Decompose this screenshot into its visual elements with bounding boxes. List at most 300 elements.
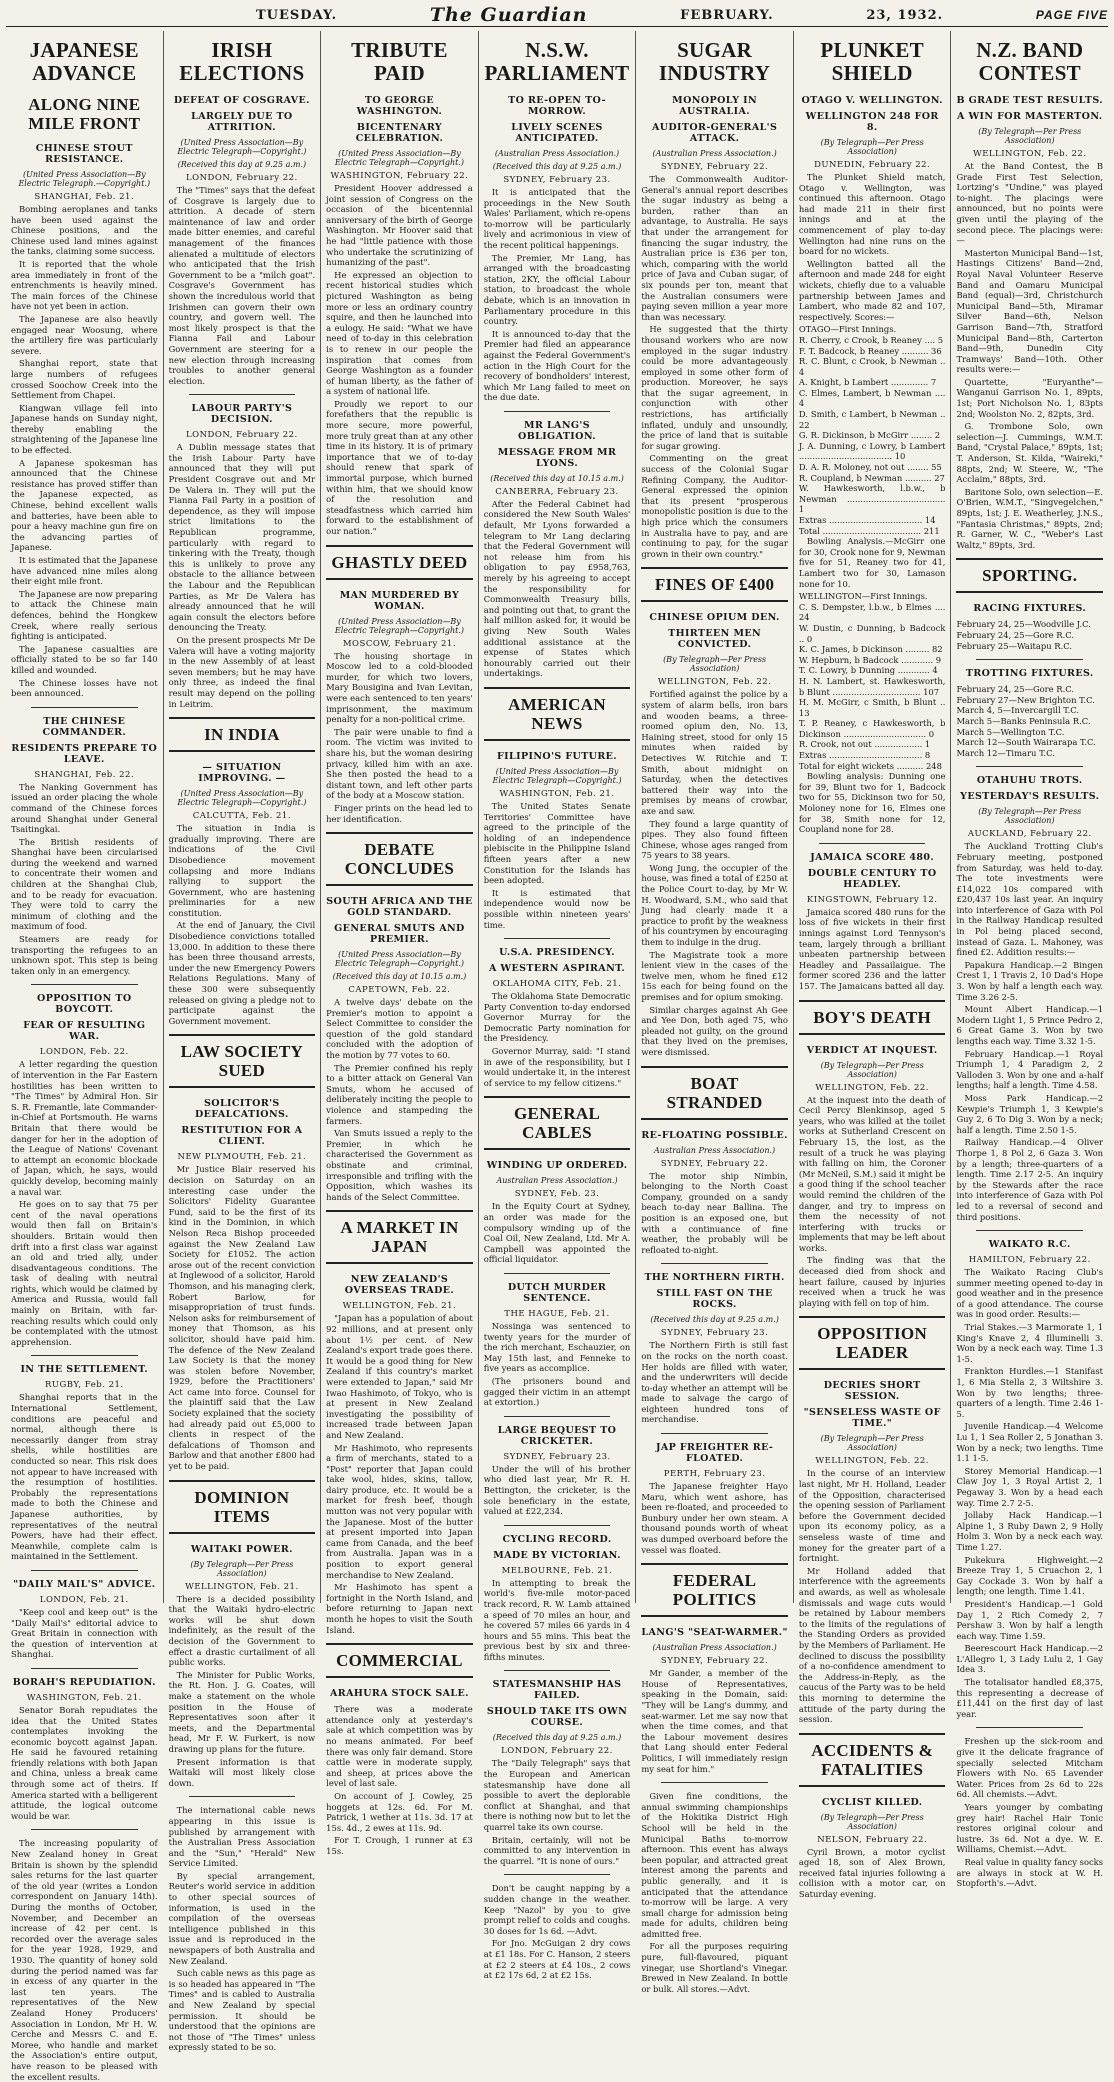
subheading: SOUTH AFRICA AND THE GOLD STANDARD. — [326, 896, 473, 919]
article-paragraph: A Japanese spokesman has announced that the Chinese resistance has proved stiffer than the Japanese expected, as Chinese, behind excellent walls and batteries, have been able to pour a heavy machine gun fire on the advancing parties of Japanese. — [11, 457, 158, 553]
article-paragraph: Cyril Brown, a motor cyclist aged 18, son of Alex Brown, received fatal injuries following a collision with a motor car, on Saturday evening. — [798, 1846, 946, 1900]
article-paragraph: He goes on to say that 75 per cent of the naval operations would then fall on Britain's shoulders. Britain would then drift into a first class war against an old and tried ally, under disadvantageous conditions. The task of dealing with neutral rights, which would be claimed by America and Russia, would fall mainly on Britain, with far-reaching results which could only be contemplated with the utmost apprehension. — [11, 1199, 158, 1347]
article-paragraph: The Commonwealth Auditor-General's annual report describes the sugar industry as being a burden, rather than an advantage, to Australia. He says that under the arrangement for financing the sugar industry, the Australian price is £36 per ton, which, comparing with the world price of Java and Cuban sugar, of six pounds per ton, meant that the Australian consumers were paying seven million a year more than was necessary. — [641, 174, 788, 322]
article-paragraph: Mount Albert Handicap.—1 Modern Light 1, 5 Prince Pedro 2, 6 Great Game 3. Won by two lengths each way. Time 3.32 1-5. — [956, 1004, 1104, 1046]
article-paragraph: Don't be caught napping by a sudden change in the weather. Keep "Nazol" by you to give prompt relief to colds and coughs. 30 doses for 1s 6d. —Advt. — [483, 1883, 631, 1936]
subheading: RACING FIXTURES. — [973, 603, 1087, 615]
press-credit: (By Telegraph—Per Press Association) — [663, 655, 767, 674]
dateline: WELLINGTON, Feb. 21. — [185, 1581, 299, 1592]
article-paragraph: The Northern Firth is still fast on the rocks on the north coast. Her holds are filled with water, and the underwriters will decide to-day whether an attempt will be made to salvage the cargo of eighteen hundred tons of merchandise. — [641, 1340, 788, 1425]
article-paragraph: By special arrangement, Reuter's world service in addition to other special sources of information, is used in the compilation of the overseas intelligence published in this issue and is reproduced in the newspapers of both Australia and New Zealand. — [168, 1870, 316, 1966]
dateline: SHANGHAI, Feb. 21. — [34, 192, 135, 202]
article-paragraph: The Premier confined his reply to a bitter attack on General Van Smuts, whom he accused of deliberately inciting the people to violence and stampeding the farmers. — [326, 1062, 473, 1126]
subheading: A WIN FOR MASTERTON. — [956, 111, 1103, 122]
dateline: HAMILTON, February 22. — [968, 1255, 1091, 1266]
dateline: WASHINGTON, Feb. 21. — [26, 1692, 142, 1703]
article-paragraph: Shanghai report, state that large numbers of refugees crossed Soochow Creek into the Settlement from Chapei. — [11, 358, 158, 401]
list-item: Total for eight wickets .......... 248 — [798, 760, 942, 771]
dateline: WASHINGTON, February 22. — [330, 171, 469, 181]
dateline: CAPETOWN, Feb. 22. — [348, 985, 451, 996]
article-paragraph: The increasing popularity of New Zealand honey in Great Britain is shown by the splendid sales returns for the last quarter of the old year (writes a London correspondent on January 14th). During the months of October, November, and December an increase of 42 per cent. is recorded over the average sales for the year 1928, 1929, and 1930. The quantity of honey sold during the period named was far in excess of any quarter in the last ten years. The representatives of the New Zealand Honey Producers' Association in London, Mr H. W. Cerche and Messrs C. and E. Moree, who handle and market the Association's entire output, have reason to be pleased with the excellent results. — [11, 1838, 158, 2082]
press-credit: Australian Press Association.) — [654, 1145, 776, 1155]
list-item: February 24, 25—Woodville J.C. — [956, 619, 1091, 630]
list-item: March 5—Wellington T.C. — [956, 726, 1065, 737]
article-paragraph: Storey Memorial Handicap.—1 Claw Joy 1, 3 Royal Artist 2, 1 Pegaway 3. Won by a head each way. Time 2.7 2-5. — [956, 1465, 1104, 1508]
divider — [189, 394, 296, 395]
headline: DEBATE CONCLUDES — [326, 832, 473, 886]
subheading: B GRADE TEST RESULTS. — [956, 95, 1104, 106]
article-paragraph: Baritone Solo, own selection—E. O'Brien, W.M.T., "Singvegelchen," 89pts, 1st; J. E. Weatherley, J.N.S., "Fantasia Christmas," 89pts, 2nd; R. Garner, W. C., "Weber's Last Waltz," 89pts, 3rd. — [956, 486, 1104, 550]
headline: BOY'S DEATH — [799, 1000, 946, 1035]
list-item: W. Hepburn, b Badcock ............ 9 — [798, 654, 942, 665]
article-paragraph: Moss Park Handicap.—2 Kewpie's Triumph 1, 3 Kewpie's Guy 2, 6 To Dig 3. Won by a neck; half a length. Time 2.50 1-5. — [956, 1092, 1104, 1135]
subheading: OPPOSITION TO BOYCOTT. — [37, 993, 132, 1016]
press-credit: (Received this day at 9.25 a.m.) — [177, 160, 307, 169]
subheading: DECRIES SHORT SESSION. — [823, 1380, 921, 1403]
headline: LAW SOCIETY SUED — [169, 1034, 316, 1088]
list-item: March 12—South Wairarapa T.C. — [956, 737, 1096, 748]
dateline: SYDNEY, February 22. — [660, 1158, 769, 1169]
list-item: February 27—New Brighton T.C. — [956, 694, 1095, 705]
subheading: TO RE-OPEN TO-MORROW. — [508, 95, 606, 117]
article-paragraph: Mr Justice Blair reserved his decision on Saturday on an interesting case under the Solicitors' Fidelity Guarantee Fund, said to be the first of its kind in the Dominion, in which Nelson Reca Bishop proceeded against the New Zealand Law Society for £1052. The action arose out of the recent conviction at Inglewood of a solicitor, Harold Thomson, and his managing clerk, Robert Barlow, for misappropriation of trust funds. Nelson asks for reimbursement of money that Thomson, as his solicitor, should have paid him. The defence of the New Zealand Law Society is that the money was stolen before November, 1929, before the Practitioners' Act came into force. Counsel for the plaintiff said that the Law Society explained that the society had already paid out £5,000 to clients in respect of the defalcations of Thomson and Barlow and that another £800 had yet to be paid. — [168, 1164, 316, 1472]
press-credit: (By Telegraph—Per Press Association) — [190, 1559, 294, 1578]
article-paragraph: After the Federal Cabinet had considered the New South Wales' default, Mr Lyons forwarded a telegram to Mr Lang declaring that the Federal Government will not release him from his obligation to pay £958,763, merely by his agreeing to accept the responsibility for Commonwealth Treasury bills, and pointing out that, to grant the half million asked for, it would be giving New South Wales additional assistance at the expense of States which honourably carried out their undertakings. — [483, 498, 631, 679]
subheading: MONOPOLY IN AUSTRALIA. — [672, 95, 758, 117]
subheading: THE NORTHERN FIRTH. — [644, 1272, 785, 1284]
masthead-paper-name: The Guardian — [429, 4, 588, 26]
article-paragraph: President Hoover addressed a joint session of Congress on the occasion of the bicentennial anniversary of the birth of George Washington. Mr Hoover said that he had "little patience with those who undertake the scrutinizing of humanizing of the past". — [326, 183, 473, 268]
divider — [504, 1525, 611, 1526]
divider — [189, 1796, 296, 1797]
list-item: C. S. Dempster, l.b.w., b Elmes .... 24 — [798, 601, 946, 623]
subheading: VERDICT AT INQUEST. — [806, 1044, 938, 1056]
headline: COMMERCIAL — [326, 1643, 473, 1678]
article-paragraph: It is reported that the whole area immediately in front of the entrenchments is heavily mined. The main forces of the Chinese have not yet been in action. — [11, 258, 158, 312]
dateline: WELLINGTON, Feb. 22. — [815, 1082, 929, 1093]
press-credit: (By Telegraph—Per Press Association) — [820, 138, 924, 156]
dateline: NELSON, February 22. — [817, 1834, 928, 1845]
masthead-page-number: PAGE FIVE — [1035, 8, 1108, 22]
list-item: T. P. Reaney, c Hawkesworth, b Dickinson ............................... 0 — [798, 718, 946, 739]
article-paragraph: The Waikato Racing Club's summer meeting opened to-day in good weather and in the presence of a good attendance. The course was in good order. Results:— — [956, 1267, 1104, 1320]
subheading: RE-FLOATING POSSIBLE. — [641, 1129, 788, 1141]
article-paragraph: In attempting to break the world's five-mile motor-paced track record, R. W. Lamb attained a speed of 70 miles an hour, and he covered 57 miles 66 yards in 4 hours and 55 mins. This beat the previous best by six and three-fifths minutes. — [483, 1577, 631, 1662]
press-credit: (By Telegraph—Per Press Association) — [820, 1434, 924, 1453]
list-item: Total ..................................... 211 — [798, 525, 940, 536]
column-nz-band-contest — [951, 31, 1108, 1889]
article-paragraph: On the present prospects Mr De Valera will have a voting majority in the new Assembly of at least seven members; but he may have only three, as indeed the final result may depend on the polling in Leitrim. — [168, 634, 316, 709]
article-paragraph: Commenting on the great success of the Colonial Sugar Refining Company, the Auditor-General expressed the opinion that its present "prosperous monopolistic position is due to the high price which the consumers in Australia have to pay, and are continuing to pay, for the sugar grown in their own country." — [641, 453, 788, 559]
article-paragraph: Masterton Municipal Band—1st, Hastings Citizens' Band—2nd, Royal Naval Volunteer Reserve Band and Oamaru Municipal Band (equal)—3rd, Christchurch Municipal Band—5th, Miramar Silver Band—6th, Nelson Garrison Band—7th, Stratford Municipal Band—8th, Carterton Band—9th, Dunedin City Tramways' Band—10th. Other results were:— — [956, 247, 1104, 375]
subheading: THE CHINESE COMMANDER. — [42, 715, 127, 738]
list-item: H. M. McGirr, c Smith, b Blunt .. 13 — [798, 697, 946, 718]
article-paragraph: The housing shortage in Moscow led to a cold-blooded murder, for which two lovers, Mary Bousigina and Ivan Levitan, were each sentenced to ten years' imprisonment, the maximum penalty for a non-political crime. — [326, 650, 473, 725]
article-paragraph: For T. Crough, 1 runner at £3 15s. — [326, 1835, 473, 1856]
dateline: SYDNEY, Feb. 23. — [514, 1189, 600, 1200]
article-paragraph: The "Times" says that the defeat of Cosgrave is largely due to attrition. A decade of stern maintenance of law and order made bitter enemies, and careful management of the finances alienated a multitude of electors who anticipated that the Irish Government to be a "milch goat". Cosgrave's Government has shown the incredulous world that Irishmen can govern their own country, and govern well. The most likely prospect is that the Fianna Fail and Labour Government are steering for a new election through increasing troubles to another general election. — [168, 185, 316, 386]
subheading: ARAHURA STOCK SALE. — [330, 1688, 469, 1700]
subheading: SHOULD TAKE ITS OWN COURSE. — [486, 1706, 628, 1729]
subheading: CHINESE OPIUM DEN. — [649, 612, 780, 624]
column-irish-elections — [164, 31, 322, 2053]
subheading: JAMAICA SCORE 480. — [810, 851, 935, 863]
press-credit: (Received this day at 10.15 a.m.) — [490, 473, 624, 483]
column-tribute-paid — [321, 31, 479, 1856]
divider — [504, 1670, 611, 1671]
headline: DOMINION ITEMS — [169, 1480, 316, 1534]
article-paragraph: Given fine conditions, the annual swimming championships of the Hokitika District High School will be held in the Municipal Baths to-morrow afternoon. This event has always been popular, and attracted great interest among the parents and public generally, and it is anticipated that the attendance to-morrow will be large. A very small charge for admission being made for adults, children being admitted free. — [641, 1791, 788, 1939]
divider — [661, 1433, 768, 1434]
headline: FINES OF £400 — [641, 567, 788, 602]
list-item: W. Dustin, c Dunning, b Badcock .. 0 — [798, 622, 946, 644]
dateline: KINGSTOWN, February 12. — [806, 894, 938, 905]
article-paragraph: Bowling Analysis.—McGirr one for 30, Crook none for 9, Newman five for 51, Reaney two for 41, Lambert two for 30, Lamason none for 10. — [798, 536, 946, 589]
article-paragraph: The totalisator handled £8,375, this representing a decrease of £11,441 on the first day of last year. — [956, 1677, 1104, 1719]
subheading: CHINESE STOUT RESISTANCE. — [35, 143, 133, 165]
subheading: "DAILY MAIL'S" ADVICE. — [13, 1578, 156, 1590]
article-paragraph: Trial Stakes.—3 Marmorate 1, 1 King's Knave 2, 4 Illuminelli 3. Won by a neck each way. Time 1.3 1-5. — [956, 1322, 1104, 1364]
list-item: WELLINGTON—First Innings. — [798, 591, 928, 602]
article-paragraph: It is anticipated that the proceedings in the New South Wales' Parliament, which re-opens to-morrow will be particularly lively and acrimonious in view of the recent political happenings. — [483, 187, 631, 250]
press-credit: (Received this day at 9.25 a.m.) — [492, 162, 622, 171]
divider — [504, 1416, 611, 1417]
dateline: SHANGHAI, Feb. 22. — [34, 769, 135, 780]
dateline: WELLINGTON, Feb. 21. — [342, 1301, 457, 1312]
article-paragraph: A letter regarding the question of intervention in the Far Eastern hostilities has been written to "The Times" by Admiral Hon. Sir S. R. Fremantle, late Commander-in-Chief at Portsmouth. He warns Britain that there would be danger for her in the adoption of the League of Nations' Covenant to attempt an economic blockade of Japan, which, he says, would quickly develop, becoming mainly a naval war. — [11, 1059, 158, 1197]
subheading: NEW ZEALAND'S OVERSEAS TRADE. — [344, 1274, 455, 1297]
article-paragraph: Beerescourt Hack Handicap.—2 L'Allegro 1, 3 Lady Lulu 2, 1 Gay Idea 3. — [956, 1643, 1104, 1675]
list-item: C. Elmes, Lambert, b Newman .... 4 — [798, 387, 946, 409]
dateline: MELBOURNE, Feb. 21. — [501, 1565, 613, 1576]
press-credit: (Australian Press Association.) — [494, 149, 620, 158]
headline: JAPANESE ADVANCE — [29, 38, 139, 85]
headline: ALONG NINE MILE FRONT — [28, 95, 141, 133]
article-paragraph: At the inquest into the death of Cecil Percy Blenkinsop, aged 5 years, who was killed at the toilet works at Sutherland Crescent on February 15, the lost, as the result of a truck he was playing with falling on him, the Coroner (Mr McNeil, S.M.) said it might be a good thing if the school teacher would remind the children of the danger, and try to impress on them the necessity of not interfering with trucks or implements that may be left about works. — [798, 1094, 946, 1253]
article-paragraph: A Dublin message states that the Irish Labour Party have announced that they will put President Cosgrave out and Mr De Valera in. They will put the Fianna Fail Party in a position of dependence, as they will impose strict limitations to the Republican programme, particularly with regard to tinkering with the Treaty, though this is unlikely to prove any obstacle to the alliance between the Labour and the Republican Parties, as Mr De Valera has already announced that he will again consult the electors before denouncing the Treaty. — [168, 442, 316, 633]
dateline: LONDON, February 22. — [186, 430, 298, 441]
dateline: CALCUTTA, Feb. 21. — [192, 811, 292, 822]
press-credit: (By Telegraph—Per Press Association) — [820, 1812, 924, 1831]
headline: N.S.W. PARLIAMENT — [484, 38, 630, 85]
press-credit: (United Press Association—By Electric Telegraph—Copyright.) — [492, 766, 622, 785]
divider — [31, 984, 138, 985]
subheading: LANG'S "SEAT-WARMER." — [641, 1627, 788, 1639]
subheading: U.S.A. PRESIDENCY. — [499, 947, 615, 959]
column-plunket-shield — [794, 31, 952, 1900]
dateline: SYDNEY, February 22. — [660, 1656, 769, 1667]
list-item: J. A. Dunning, c Lowry, b Lambert ................................... 10 — [798, 440, 946, 462]
article-paragraph: Bowling analysis: Dunning one for 39, Blunt two for 1, Badcock two for 55, Dickinson two for 50, Moloney none for 16, Elmes one for 38, Smith none for 12, Coupland none for 28. — [798, 771, 946, 835]
column-japanese-advance — [6, 31, 164, 2082]
headline: PLUNKET SHIELD — [820, 38, 924, 85]
subheading: WAIKATO R.C. — [988, 1239, 1071, 1251]
article-paragraph: In the Equity Court at Sydney, an order was made for the compulsory winding up of the Coal Oil, New Zealand, Ltd. Mr A. Campbell was appointed the official liquidator. — [483, 1201, 631, 1265]
dateline: THE HAGUE, Feb. 21. — [504, 1309, 610, 1319]
article-paragraph: Papakura Handicap.—2 Bingen Crest 1, 1 Travis 2, 10 Dad's Hope 3. Won by half a length each way. Time 3.26 2-5. — [956, 959, 1104, 1002]
dateline: WELLINGTON, Feb. 22. — [815, 1456, 929, 1467]
article-paragraph: It is estimated that independence would now be possible within nineteen years' time. — [483, 887, 631, 930]
dateline: LONDON, February 22. — [186, 173, 298, 183]
article-paragraph: Mr Holland added that interference with the agreements and awards, as well as wholesale dismissals and wage cuts would be retained by Labour members to the limits of the regulations of the Standing Orders as provided by the Members of Parliament. He declined to discuss the possibility of a no-confidence amendment to the Address-in-Reply, as the caucus of the Party was to be held this morning to determine the attitude of the party during the session. — [798, 1565, 946, 1725]
article-paragraph: February Handicap.—1 Royal Triumph 1, 4 Paradigm 2, 2 Valloden 3. Won by one and a-half lengths; half a length. Time 4.58. — [956, 1048, 1104, 1091]
article-paragraph: Jamaica scored 480 runs for the loss of five wickets in their first innings against Lord Tennyson's team, largely through a brilliant unbeaten partnership between Headley and Passailaigue. The former scored 236 and the latter 157. The Jamaicans batted all day. — [798, 906, 946, 991]
article-paragraph: The finding was that the deceased died from shock and heart failure, caused by injuries received when a truck he was playing with fell on top of him. — [798, 1255, 946, 1308]
subheading: STATESMANSHIP HAS FAILED. — [492, 1679, 622, 1702]
subheading: LARGELY DUE TO ATTRITION. — [191, 111, 293, 133]
dateline: WASHINGTON, Feb. 21. — [499, 788, 615, 799]
subheading: — SITUATION IMPROVING. — — [198, 762, 286, 785]
dateline: WELLINGTON, Feb. 22. — [972, 149, 1087, 159]
subheading: JAP FREIGHTER RE-FLOATED. — [655, 1442, 774, 1465]
masthead-date: 23, 1932. — [866, 7, 944, 23]
subheading: LIVELY SCENES ANTICIPATED. — [511, 122, 603, 144]
article-paragraph: Pukekura Highweight.—2 Breeze Tray 1, 5 Cruachon 2, 1 Gay Cockade 3. Won by half a length; one length. Time 1.41. — [956, 1554, 1104, 1597]
dateline: NEW PLYMOUTH, Feb. 21. — [177, 1152, 307, 1163]
press-credit: (United Press Association—By Electric Telegraph—Copyright.) — [334, 616, 464, 635]
article-paragraph: "Keep cool and keep out" is the "Daily Mail's" editorial advice to Great Britain in connection with the question of intervention at Shanghai. — [11, 1606, 158, 1660]
headline: AMERICAN NEWS — [484, 687, 631, 741]
subheading: DOUBLE CENTURY TO HEADLEY. — [807, 867, 937, 890]
list-item: Extras ................................... 8 — [798, 750, 931, 761]
subheading: LARGE BEQUEST TO CRICKETER. — [497, 1424, 617, 1447]
press-credit: (Received this day at 9.25 a.m.) — [650, 1315, 779, 1325]
article-paragraph: Similar charges against Ah Gee and Yee Don, both aged 75, who pleaded not guilty, on the ground that they lived on the premises, were dismissed. — [641, 1004, 788, 1057]
divider — [819, 843, 926, 844]
article-paragraph: The Japanese casualties are officially stated to be so far 140 killed and wounded. — [11, 643, 158, 675]
headline: A MARKET IN JAPAN — [326, 1210, 473, 1264]
list-item: H. N. Lambert, st. Hawkesworth, b Blunt ................................. 107 — [798, 675, 946, 697]
article-paragraph: He suggested that the thirty thousand workers who are now employed in the sugar industry could be more advantageously employed in some other form of production. Moreover, he says that the sugar agreement, in conjunction with other restrictions, has artificially inflated, unduly and unsoundly, the price of land that is suitable for sugar growing. — [641, 324, 788, 451]
headline: IRISH ELECTIONS — [179, 38, 305, 85]
list-item: February 24, 25—Gore R.C. — [956, 629, 1075, 640]
article-paragraph: On account of J. Cowley, 25 hoggets at 12s. 6d. For M. Patrick, 1 wether at 11s. 3d. 17 at 15s. 4d., 2 ewes at 11s. 9d. — [326, 1790, 473, 1833]
subheading: DUTCH MURDER SENTENCE. — [507, 1282, 607, 1304]
headline: OPPOSITION LEADER — [799, 1316, 946, 1370]
dateline: RUGBY, Feb. 21. — [44, 1380, 124, 1391]
article-paragraph: For all the purposes requiring pure, full-flavoured, piquant vinegar, use Shortland's Vinegar. Brewed in New Zealand. In bottle or bulk. All stores.—Advt. — [641, 1941, 788, 1994]
article-paragraph: The situation in India is gradually improving. There are indications of the Civil Disobedience movement collapsing and more Indians rallying to support the Government, who are hastening preliminaries for a new constitution. — [168, 823, 316, 918]
divider — [976, 1727, 1083, 1728]
list-item: R. Cherry, c Crook, b Reaney .... 5 — [798, 334, 944, 345]
headline: TRIBUTE PAID — [351, 38, 448, 85]
dateline: LONDON, February 22. — [501, 1746, 613, 1757]
list-item: February 25—Waitapu R.C. — [956, 640, 1073, 651]
subheading: LABOUR PARTY'S DECISION. — [191, 403, 293, 426]
article-paragraph: The Minister for Public Works, the Rt. Hon. J. G. Coates, will make a statement on the whole position in the House of Representatives soon after it meets, and the Departmental head, Mr F. W. Furkert, is now drawing up plans for the future. — [168, 1669, 316, 1754]
subheading: AUDITOR-GENERAL'S ATTACK. — [651, 122, 778, 144]
press-credit: (Australian Press Association.) — [652, 1643, 777, 1653]
article-paragraph: The Auckland Trotting Club's February meeting, postponed from Saturday, was held to-day. The tote investments were £14,022 10s compared with £20,437 10s last year. An inquiry into interference of Gaza with Pol in the Railway Handicap resulted in Pol being placed second, instead of Gaza. L. Mahoney, was fined £2. Addition results:— — [956, 841, 1104, 958]
divider — [661, 1782, 768, 1783]
divider — [31, 1668, 138, 1669]
divider — [976, 659, 1083, 660]
masthead-day: TUESDAY. — [256, 7, 338, 23]
dateline: WELLINGTON, Feb. 22. — [657, 677, 772, 688]
article-paragraph: Finger prints on the head led to her identification. — [326, 802, 473, 824]
divider — [31, 1355, 138, 1356]
dateline: LONDON, Feb. 22. — [39, 1047, 129, 1058]
list-item: March 5—Banks Peninsula R.C. — [956, 715, 1091, 726]
headline: N.Z. BAND CONTEST — [976, 38, 1084, 85]
article-paragraph: President's Handicap.—1 Gold Day 1, 2 Rich Comedy 2, 7 Pershaw 3. Won by half a length each way. Time 1.59. — [956, 1598, 1104, 1641]
article-paragraph: They found a large quantity of pipes. They also found fifteen Chinese, whose ages ranged from 75 years to 38 years. — [641, 818, 788, 861]
article-paragraph: The Premier, Mr Lang, has arranged with the broadcasting station, 2KY, the official Labour station, to broadcast the whole debate, which is an innovation in Parliamentary procedure in this country. — [483, 252, 631, 327]
article-paragraph: At the Band Contest, the B Grade First Test Selection, Lortzing's "Undine," was played to-night. The placings were announced, but no points were given until the playing of the second piece. The placings were:— — [956, 161, 1104, 246]
article-paragraph: Juvenile Handicap.—4 Welcome Lu 1, 1 Sea Roller 2, 5 Jonathan 3. Won by a neck; two lengths. Time 1.1 1-5. — [956, 1421, 1104, 1464]
press-credit: (Received this day at 9.25 a.m.) — [492, 1733, 622, 1743]
article-paragraph: Under the will of his brother who died last year, Mr R. H. Bettington, the cricketer, is the sole beneficiary in the estate, valued at £22,234. — [483, 1463, 631, 1517]
list-item: February 24, 25—Gore R.C. — [956, 684, 1075, 695]
headline: ACCIDENTS & FATALITIES — [799, 1733, 946, 1787]
subheading: GENERAL SMUTS AND PREMIER. — [334, 923, 465, 946]
article-paragraph: (The prisoners bound and gagged their victim in an attempt at extortion.) — [483, 1375, 631, 1408]
subheading: WAITAKI POWER. — [190, 1543, 293, 1555]
article-paragraph: The Japanese are now preparing to attack the Chinese main defences, behind the Hongkew Creek, where really serious fighting is anticipated. — [11, 588, 158, 642]
article-paragraph: Kiangwan village fell into Japanese hands on Sunday night, thereby enabling the straightening of the Japanese line to be effected. — [11, 402, 158, 456]
article-paragraph: For Jno. McGuigan 2 dry cows at £1 18s. For C. Hanson, 2 steers at £2 2 steers at £4 10s., 2 cows at £2 17s 6d, 2 at £2 15s. — [483, 1938, 631, 1981]
subheading: MAN MURDERED BY WOMAN. — [339, 589, 460, 612]
article-paragraph: Present information is that Waitaki will most likely close down. — [168, 1756, 316, 1788]
article-paragraph: Proudly we report to our forefathers that the republic is more secure, more powerful, more truly great than at any other time in its history. It is of primary importance that we of to-day should renew that spark of immortal purpose, which burned within him, that we should know of the resolution and steadfastness which carried him forward to the establishment of our nation." — [326, 398, 473, 536]
dateline: LONDON, Feb. 21. — [39, 1594, 129, 1605]
subheading: MADE BY VICTORIAN. — [493, 1549, 621, 1561]
article-paragraph: The British residents of Shanghai have been circularised during the weekend and warned to concentrate their women and children at the Shanghai Club, and to be ready for evacuation. They were told to carry the minimum of clothing and the maximum of food. — [11, 836, 158, 932]
press-credit: (United Press Association—By Electric Telegraph—Copyright.) — [334, 950, 464, 969]
subheading: SOLICITOR'S DEFALCATIONS. — [195, 1098, 289, 1121]
article-paragraph: The Japanese are also heavily engaged near Woosung, where the artillery fire was particularly severe. — [11, 313, 158, 356]
article-paragraph: G. Trombone Solo, own selection—J. Cummings, W.M.T. Band, "Crystal Palace," 89pts, 1st; T. Anderson, St. Kilda, "Waireki," 88pts, 2nd; W. Steere, W., "The Acclaim," 88pts, 3rd. — [956, 421, 1104, 485]
dateline: SYDNEY, February 23. — [660, 1328, 769, 1339]
subheading: THIRTEEN MEN CONVICTED. — [668, 628, 762, 651]
subheading: YESTERDAY'S RESULTS. — [960, 791, 1100, 803]
subheading: RESIDENTS PREPARE TO LEAVE. — [11, 742, 158, 765]
dateline: AUCKLAND, February 22. — [967, 829, 1092, 840]
article-paragraph: Real value in quality fancy socks are always in stock at W. H. Stopforth's.—Advt. — [956, 1856, 1104, 1889]
article-paragraph: In the course of an interview last night, Mr H. Holland, Leader of the Opposition, characterised the opening session of Parliament before the Government decided upon its economy policy, as a senseless waste of time and money for the greater part of a fortnight. — [798, 1468, 946, 1564]
column-container — [6, 31, 1108, 2082]
subheading: IN THE SETTLEMENT. — [20, 1364, 149, 1376]
subheading: TO GEORGE WASHINGTON. — [356, 95, 443, 117]
press-credit: Australian Press Association.) — [496, 1176, 618, 1186]
article-paragraph: Jollaby Hack Handicap.—1 Alpine 1, 3 Ruby Dawn 2, 9 Holly Holm 3. Won by a neck each way. Time 1.27. — [956, 1510, 1104, 1552]
dateline: SYDNEY, February 22. — [660, 162, 769, 172]
press-credit: (Australian Press Association.) — [652, 149, 777, 158]
article-paragraph: Fortified against the police by a system of alarm bells, iron bars and wooden beams, a three-roomed opium den, No. 13, Haining street, stood for only 15 minutes when raided by Detectives W. Ritchie and T. Smith, about midnight on Saturday, when the detectives battered their way into the premises by means of crowbar, axe and saw. — [641, 689, 788, 816]
press-credit: (By Telegraph—Per Press Association) — [978, 807, 1082, 826]
article-paragraph: Frankton Hurdles.—1 Stanifast 1, 6 Mia Stella 2, 3 Wiltshire 3. Won by two lengths; three-quarters of a length. Time 2.46 1-5. — [956, 1366, 1104, 1419]
press-credit: (By Telegraph—Per Press Association) — [978, 127, 1082, 145]
article-paragraph: Britain, certainly, will not be committed to any intervention in the quarrel. "It is none of ours." — [483, 1834, 631, 1866]
divider — [504, 411, 611, 412]
article-paragraph: There is a decided possibility that the Waitaki hydro-electric works will be shut down indefinitely, as the result of the decision of the Government to effect a drastic curtailment of all public works. — [168, 1593, 316, 1668]
list-item: T. C. Lowry, b Dunning ............ 4 — [798, 665, 938, 676]
article-paragraph: Nossinga was sentenced to twenty years for the murder of the rich merchant, Eschauzier, on May 15th last, and Fenneke to five years as accomplice. — [483, 1321, 631, 1374]
press-credit: (United Press Association—By Electric Telegraph—Copyright.) — [177, 138, 307, 156]
dateline: PERTH, February 23. — [663, 1469, 766, 1480]
list-item: G. R. Dickinson, b McGirr ........ 2 — [798, 430, 941, 441]
subheading: MESSAGE FROM MR LYONS. — [497, 446, 617, 469]
subheading: A WESTERN ASPIRANT. — [488, 963, 626, 975]
article-paragraph: Freshen up the sick-room and give it the delicate fragrance of specially selected Mitcham Flowers with No. 65 Lavender Water. Prices from 2s 6d to 22s 6d. All chemists.—Advt. — [956, 1736, 1104, 1800]
press-credit: (United Press Association—By Electric Telegraph—Copyright.) — [334, 149, 464, 167]
subheading: CYCLIST KILLED. — [821, 1796, 923, 1808]
press-credit: (Received this day at 10.15 a.m.) — [332, 972, 467, 982]
subheading: BICENTENARY CELEBRATION. — [355, 122, 444, 144]
article-paragraph: Mr Hashimoto has spent a fortnight in the North Island, and before returning to Japan next month he hopes to visit the South Island. — [326, 1582, 473, 1635]
dateline: SYDNEY, February 23. — [503, 1451, 611, 1462]
subheading: WELLINGTON 248 FOR 8. — [805, 111, 939, 133]
article-paragraph: A twelve days' debate on the Premier's motion to appoint a Select Committee to consider the question of the gold standard concluded with the adoption of the motion by 77 votes to 60. — [326, 997, 473, 1061]
press-credit: (United Press Association—By Electric Telegraph—Copyright.) — [177, 789, 307, 808]
subheading: "SENSELESS WASTE OF TIME." — [803, 1407, 941, 1430]
masthead — [6, 4, 1108, 27]
article-paragraph: Shanghai reports that in the International Settlement, conditions are peaceful and normal, although there is necessarily danger from stray shells, while hostilities are conducted so near. This risk does not appear to have increased with the resumption of hostilities. Probably the representations made to both the Chinese and Japanese authorities, by representatives of the neutral Powers, have had their effect. Meanwhile, complete calm is maintained in the Settlement. — [11, 1392, 158, 1562]
subheading: DEFEAT OF COSGRAVE. — [173, 95, 310, 106]
article-paragraph: The international cable news appearing in this issue is published by arrangement with the Australian Press Association and the "Sun," "Herald" New Service Limited. — [168, 1805, 316, 1869]
article-paragraph: "Japan has a population of about 92 millions, and at present only about 1½ per cent. of New Zealand's export trade goes there. It would be a good thing for New Zealand if this country's market were extended to Japan," said Mr Iwao Hashimoto, of Tokyo, who is at present in New Zealand investigating the possibility of increased trade between Japan and New Zealand. — [326, 1313, 473, 1440]
dateline: SYDNEY, February 23. — [503, 175, 611, 185]
article-paragraph: Years younger by combating grey hair! Rachel Hair Tonic restores original colour and lustre. 3s 6d. Not a dye. W. E. Williams, Chemist.—Advt. — [956, 1802, 1104, 1855]
list-item: F. T. Badcock, b Reaney .......... 36 — [798, 345, 942, 356]
article-paragraph: Van Smuts issued a reply to the Premier, in which he characterised the Government as obstinate and criminal, irresponsible and trifling with the Opposition, which washes its hands of the Select Committee. — [326, 1128, 473, 1202]
article-paragraph: It is announced to-day that the Premier had filed an appearance against the Federal Government's action in the High Court for the recovery of bondholders' interest, which Mr Lang failed to meet on the due date. — [483, 328, 631, 403]
list-item: D. A. R. Moloney, not out ........ 55 — [798, 462, 942, 473]
list-item: March 4, 5—Invercargill T.C. — [956, 705, 1080, 716]
list-item: R. Coupland, b Newman .......... 27 — [798, 472, 945, 483]
headline: GENERAL CABLES — [484, 1096, 631, 1150]
list-item: R. Crook, not out .................. 1 — [798, 739, 931, 750]
article-paragraph: Bombing aeroplanes and tanks have been used against the Chinese positions, and the Chinese used land mines against the tanks, claiming some success. — [11, 204, 158, 257]
article-paragraph: The Plunket Shield match, Otago v. Wellington, was continued this afternoon. Otago had made 211 in their first innings and at the commencement of play to-day Wellington had nine runs on the board for no wickets. — [798, 172, 946, 257]
article-paragraph: The Magistrate took a more lenient view in the cases of the twelve men, whom he fined £12 15s each for being found on the premises and for opium smoking. — [641, 949, 788, 1002]
dateline: DUNEDIN, February 22. — [814, 160, 931, 170]
list-item: D. Smith, c Lambert, b Newman .. 22 — [798, 409, 946, 430]
dateline: OKLAHOMA CITY, Feb. 21. — [492, 979, 622, 990]
headline: SPORTING. — [956, 558, 1103, 593]
list-item: OTAGO—First Innings. — [798, 324, 897, 335]
article-paragraph: The Oklahoma State Democratic Party Convention to-day endorsed Governor Murray for the Democratic Party nomination for the Presidency. — [483, 991, 631, 1044]
subheading: RESTITUTION FOR A CLIENT. — [181, 1125, 303, 1148]
article-paragraph: Mr Gander, a member of the House of Representatives, speaking in the Domain, said: "They will be Lang's dummy, and seat-warmer. Let me say now that when the time comes, and that the Labour movement desires that Lang should enter Federal Politics, I will immediately resign my seat for him." — [641, 1668, 788, 1774]
column-sugar-industry — [636, 31, 794, 1994]
article-paragraph: The "Daily Telegraph" says that the European and American statesmanship have done all possible to avert the deplorable conflict at Shanghai, and that there is nothing now but to let the quarrel take its own course. — [483, 1758, 631, 1833]
subheading: BORAH'S REPUDIATION. — [12, 1676, 156, 1688]
article-paragraph: Such cable news as this page as is so headed has appeared in "The Times" and is cabled to Australia and New Zealand by special permission. It should be understood that the opinions are not those of "The Times" unless expressly stated to be so. — [168, 1968, 316, 2053]
headline: IN INDIA — [169, 717, 316, 752]
divider — [661, 1263, 768, 1264]
article-paragraph: Steamers are ready for transporting the refugees to an unknown spot. This step is being taken only in an emergency. — [11, 934, 158, 976]
divider — [976, 766, 1083, 767]
divider — [504, 938, 611, 939]
list-item: W. Hawkesworth, l.b.w., b Newman ..................................... 1 — [798, 483, 946, 515]
article-paragraph: The Japanese freighter Hayo Maru, which went ashore, has been re-floated, and proceeded to Bunbury under her own steam. A thousand pounds worth of wheat was dumped overboard before the vessel was floated. — [641, 1481, 788, 1555]
article-paragraph: Wong Jung, the occupier of the house, was fined a total of £250 at the Police Court to-day, by Mr W. H. Woodward, S.M., who said that Jung had clearly made it a practice to profit by the weakness of his countrymen by encouraging them to indulge in the drug. — [641, 862, 788, 948]
masthead-month: FEBRUARY. — [680, 7, 774, 23]
divider — [504, 1874, 611, 1875]
column-nsw-parliament — [479, 31, 637, 1981]
headline: BOAT STRANDED — [641, 1066, 788, 1120]
dateline: CANBERRA, February 23. — [495, 486, 619, 497]
headline: SUGAR INDUSTRY — [658, 38, 771, 85]
divider — [31, 1570, 138, 1571]
article-paragraph: The motor ship Nimbin, belonging to the North Coast Company, grounded on a sandy beach to-day near Ballina. The position is an exposed one, but with a continuance of fine weather, the probably will be refloated to-night. — [641, 1170, 788, 1255]
divider — [976, 1230, 1083, 1231]
list-item: Extras ................................... 14 — [798, 515, 936, 525]
article-paragraph: Governor Murray, said: "I stand in awe of the responsibility, but I would undertake it, in the interest of service to my fellow citizens." — [483, 1046, 631, 1088]
divider — [504, 1273, 611, 1274]
article-paragraph: Mr Hashimoto, who represents a firm of merchants, stated to a "Post" reporter that Japan could take wool, hides, skins, tallow, dairy produce, etc. It would be a market for fresh beef, though mutton was not very popular with the Japanese. Most of the butter at present imported into Japan came from Canada, and the beef from Australia. Japan was in a position to export general merchandise to New Zealand. — [326, 1442, 473, 1580]
